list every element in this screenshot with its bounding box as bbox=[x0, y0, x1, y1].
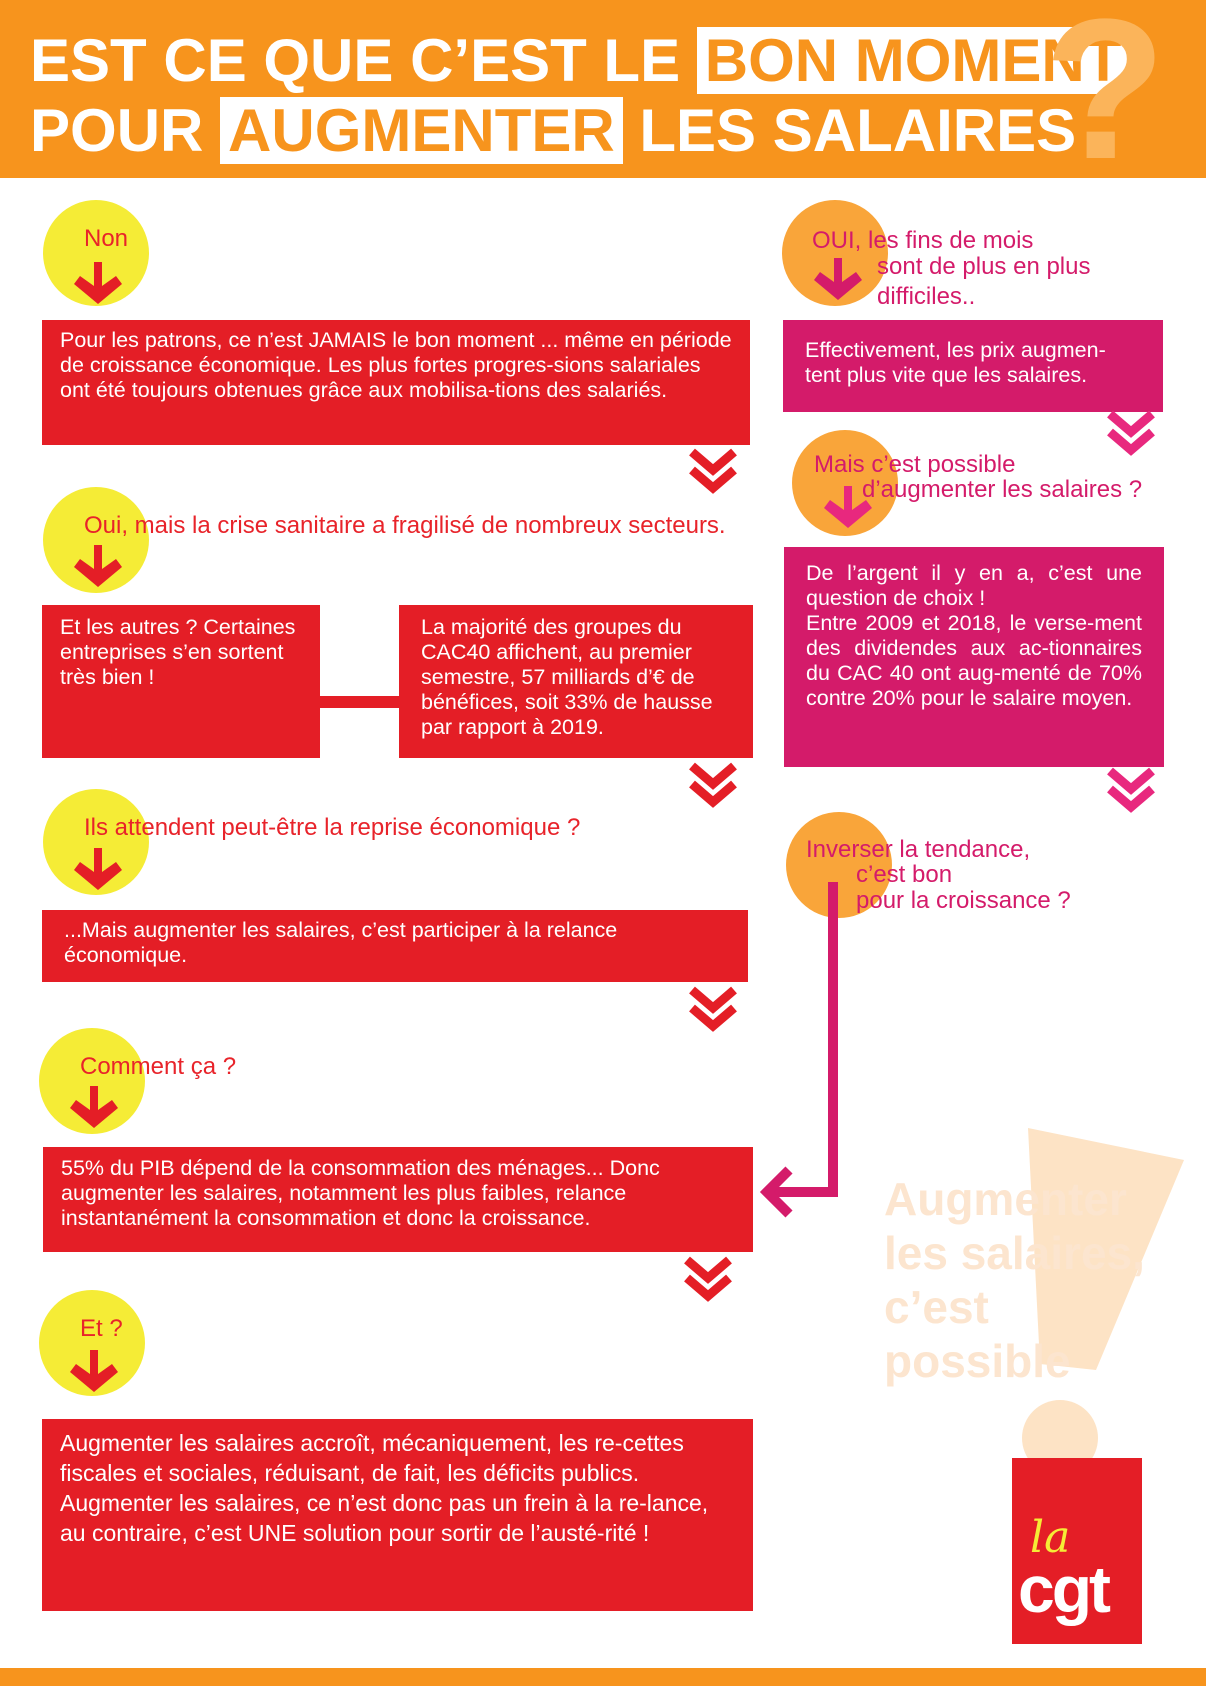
answer-box bbox=[783, 320, 1163, 412]
cgt-logo bbox=[1012, 1458, 1142, 1644]
watermark-text bbox=[884, 1172, 1204, 1388]
answer-text: La majorité des groupes du CAC40 affichent, au premier semestre, 57 milliards d’€ de bénéfices, soit 33% de hausse par rapport à 2019. bbox=[421, 615, 713, 739]
answer-box bbox=[43, 1147, 753, 1252]
connector-line bbox=[320, 696, 400, 708]
question-label: OUI, les fins de mois bbox=[812, 227, 1034, 254]
watermark-line: Augmenter bbox=[884, 1173, 1127, 1225]
connector-arrow-icon bbox=[755, 880, 845, 1230]
question-label: pour la croissance ? bbox=[856, 887, 1071, 914]
question-mark-icon: ? bbox=[1043, 0, 1166, 201]
chevron-down-icon bbox=[688, 762, 738, 804]
arrow-down-icon bbox=[72, 545, 124, 589]
question-label: sont de plus en plus bbox=[877, 253, 1091, 280]
title-text: POUR bbox=[30, 97, 204, 164]
watermark-line: c’est bbox=[884, 1281, 989, 1333]
arrow-down-icon bbox=[72, 848, 124, 892]
question-label: Oui, mais la crise sanitaire a fragilisé de nombreux secteurs. bbox=[84, 512, 726, 539]
chevron-down-icon bbox=[688, 448, 738, 490]
answer-text: ...Mais augmenter les salaires, c’est participer à la relance économique. bbox=[64, 918, 618, 967]
answer-text: Augmenter les salaires accroît, mécaniquement, les re-cettes fiscales et sociales, réduisant, de fait, les déficits publics. bbox=[60, 1430, 684, 1486]
answer-text: Augmenter les salaires, ce n’est donc pas un frein à la re-lance, au contraire, c’est UNE solution pour sortir de l’austé-rité ! bbox=[60, 1490, 709, 1546]
title-line-1 bbox=[30, 26, 1129, 96]
title-text: EST CE QUE C’EST LE bbox=[30, 27, 681, 94]
chevron-down-icon bbox=[1106, 410, 1156, 452]
question-label: c’est bon bbox=[856, 861, 953, 888]
question-label: Non bbox=[84, 225, 129, 252]
title-line-2 bbox=[30, 96, 1076, 166]
answer-text: De l’argent il y en a, c’est une question de choix ! bbox=[806, 561, 1142, 610]
question-label: Comment ça ? bbox=[80, 1053, 237, 1080]
answer-box bbox=[42, 910, 748, 982]
answer-box bbox=[784, 547, 1164, 767]
answer-box bbox=[42, 320, 750, 445]
question-label: difficiles.. bbox=[877, 283, 976, 310]
answer-text: Et les autres ? Certaines entreprises s’en sortent très bien ! bbox=[60, 615, 296, 689]
title-highlight: BON MOMENT bbox=[697, 27, 1130, 94]
chevron-down-icon bbox=[1106, 767, 1156, 809]
chevron-down-icon bbox=[688, 986, 738, 1028]
answer-box bbox=[399, 605, 753, 758]
answer-text: 55% du PIB dépend de la consommation des ménages... Donc augmenter les salaires, notamment les plus faibles, relance instantanément la consommation et donc la croissance. bbox=[61, 1156, 660, 1230]
arrow-down-icon bbox=[68, 1086, 120, 1130]
answer-box bbox=[42, 605, 320, 758]
question-label: Inverser la tendance, bbox=[806, 836, 1031, 863]
watermark-line: possible bbox=[884, 1335, 1071, 1387]
logo-cgt-text: cgt bbox=[1018, 1552, 1108, 1626]
title-text: LES SALAIRES bbox=[639, 97, 1077, 164]
logo-la-text: la bbox=[1030, 1512, 1071, 1563]
question-label: Et ? bbox=[80, 1315, 123, 1342]
question-label: Mais c’est possible bbox=[814, 451, 1016, 478]
arrow-down-icon bbox=[812, 258, 864, 302]
watermark-line: les salaires, bbox=[884, 1227, 1145, 1279]
arrow-down-icon bbox=[72, 262, 124, 306]
answer-text: Entre 2009 et 2018, le verse-ment des dividendes aux ac-tionnaires du CAC 40 ont aug-menté de 70% contre 20% pour le salaire moyen. bbox=[806, 611, 1142, 710]
chevron-down-icon bbox=[683, 1256, 733, 1298]
question-label: d’augmenter les salaires ? bbox=[862, 476, 1143, 503]
answer-text: Effectivement, les prix augmen-tent plus vite que les salaires. bbox=[805, 338, 1106, 387]
header-banner bbox=[0, 0, 1206, 201]
question-label: Ils attendent peut-être la reprise économique ? bbox=[84, 814, 581, 841]
answer-box bbox=[42, 1419, 753, 1611]
title-highlight: AUGMENTER bbox=[220, 97, 623, 164]
footer-bar bbox=[0, 1668, 1206, 1686]
answer-text: Pour les patrons, ce n’est JAMAIS le bon moment ... même en période de croissance économique. Les plus fortes progres-sions salariales ont été toujours obtenues grâce aux mobilisa-tions des salariés. bbox=[60, 328, 732, 402]
arrow-down-icon bbox=[68, 1350, 120, 1394]
arrow-down-icon bbox=[822, 486, 874, 530]
